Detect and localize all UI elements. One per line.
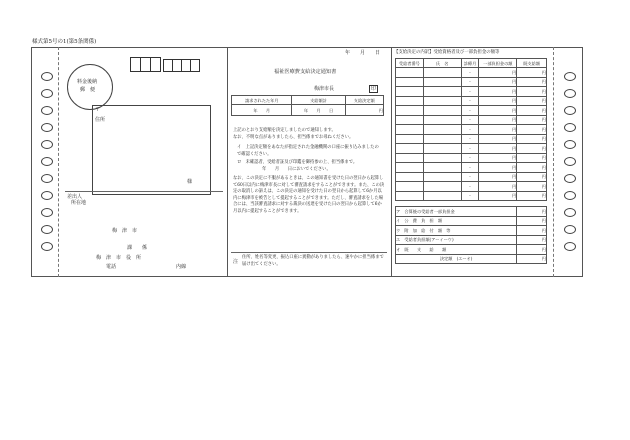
total-unit: 円 [517,216,547,226]
breakdown-row [396,144,547,154]
yen-unit: 円 [517,125,547,135]
total-row [396,245,547,255]
yen-unit: 円 [479,144,517,154]
totals-table [395,206,547,264]
breakdown-row [396,115,547,125]
total-unit: 円 [517,207,547,217]
value-cell: 年 月 [232,105,292,116]
breakdown-row [396,191,547,201]
breakdown-row [396,96,547,106]
empty-cell [423,68,461,78]
yen-unit: 円 [479,125,517,135]
city-name: 梅 津 市 [112,228,138,234]
column-header: 診療月 [461,59,479,68]
note-divider [231,252,387,253]
breakdown-row [396,106,547,116]
empty-cell [396,163,424,173]
sender-divider [65,191,223,192]
total-label: エ 受給者負担額(アーイーウ) [396,235,517,245]
note-text: 住所、姓名等変更、振込口座に異動がありましたら、速やかに担当係まで届け出てください。 [242,255,384,267]
notice-title: 福祉医療費支給決定通知書 [274,69,337,75]
month-dash: - [461,96,479,106]
breakdown-row [396,172,547,182]
yen-unit: 円 [517,87,547,97]
empty-cell [423,144,461,154]
empty-cell [396,87,424,97]
yen-unit: 円 [517,106,547,116]
notice-item-ro-date: 年 月 日においでください。 [262,167,331,172]
empty-cell [396,144,424,154]
yen-unit: 円 [517,153,547,163]
month-dash: - [461,87,479,97]
seal-text-bottom: 郵 便 [80,87,96,93]
month-dash: - [461,125,479,135]
empty-cell [396,153,424,163]
total-row [396,207,547,217]
yen-unit: 円 [479,115,517,125]
seal-text-top: 料金後納 [77,79,98,85]
column-header: 一部負担金の額 [479,59,517,68]
total-unit: 円 [517,226,547,236]
yen-unit: 円 [479,106,517,116]
postal-code-box [190,59,200,72]
empty-cell [396,172,424,182]
yen-unit: 円 [517,96,547,106]
breakdown-row [396,182,547,192]
value-cell: 円 [345,105,383,116]
phone-label: 電話 [106,264,117,270]
month-dash: - [461,106,479,116]
yen-unit: 円 [517,182,547,192]
breakdown-table [395,58,547,201]
empty-cell [396,125,424,135]
yen-unit: 円 [479,153,517,163]
honorific: 様 [187,179,193,185]
total-row [396,254,547,264]
empty-cell [423,172,461,182]
empty-cell [423,106,461,116]
total-row [396,235,547,245]
empty-cell [396,68,424,78]
breakdown-row [396,77,547,87]
notice-item-i: イ 上記決定額をあなたが指定された金融機関の口座に振り込みましたので確認ください。 [237,145,379,157]
address-label: 住所 [95,117,106,123]
breakdown-title: 【支給決定の内訳】受給資格者及び一部負担金の額等 [394,50,500,55]
column-header: 氏 名 [423,59,461,68]
yen-unit: 円 [479,191,517,201]
total-unit: 円 [517,254,547,264]
month-dash: - [461,134,479,144]
notice-item-ro: ロ 未確認者、受給者証及び印鑑を御持参の上、担当係まで。 [237,160,358,165]
empty-cell [423,87,461,97]
sender-office: 梅 津 市 役 所 [96,255,142,261]
breakdown-row [396,87,547,97]
extension-label: 内線 [176,264,187,270]
total-label: ウ 附 加 給 付 額 等 [396,226,517,236]
total-row [396,216,547,226]
empty-cell [396,96,424,106]
mayor-seal: 印 [371,86,377,92]
notice-date: 年 月 日 [345,50,381,56]
form-title: 様式第5号の1(第5条関係) [32,39,97,45]
month-dash: - [461,153,479,163]
yen-unit: 円 [517,172,547,182]
yen-unit: 円 [479,68,517,78]
total-label: 決定額 (エーオ) [396,254,517,264]
column-header: 既支給額 [517,59,547,68]
yen-unit: 円 [479,77,517,87]
yen-unit: 円 [479,163,517,173]
sender-label: 差出人 [67,194,83,200]
empty-cell [396,106,424,116]
empty-cell [423,125,461,135]
month-dash: - [461,115,479,125]
month-dash: - [461,182,479,192]
breakdown-row [396,68,547,78]
empty-cell [423,134,461,144]
yen-unit: 円 [517,115,547,125]
month-dash: - [461,172,479,182]
empty-cell [396,77,424,87]
notice-intro-2: なお、不明な点がありましたら、担当係までお尋ねください。 [233,135,354,140]
yen-unit: 円 [479,172,517,182]
total-label: オ 既 支 給 額 [396,245,517,255]
empty-cell [423,191,461,201]
yen-unit: 円 [479,96,517,106]
total-label: イ 公 費 負 担 額 [396,216,517,226]
yen-unit: 円 [479,87,517,97]
empty-cell [423,96,461,106]
empty-cell [396,134,424,144]
postal-mark: 〒 [95,107,101,113]
panel-divider [391,47,392,277]
division-name: 課 係 [127,245,148,251]
empty-cell [396,191,424,201]
total-unit: 円 [517,245,547,255]
month-dash: - [461,163,479,173]
breakdown-row [396,134,547,144]
yen-unit: 円 [479,134,517,144]
month-dash: - [461,77,479,87]
empty-cell [396,182,424,192]
yen-unit: 円 [517,144,547,154]
empty-cell [423,163,461,173]
appeal-notice: なお、この決定に不服があるときは、この通知書を受けた日の翌日から起算して60日以内に梅津市長に対して審査請求をすることができます。また、この決定の取消しの訴えは、この決定の通知を受けた日の翌日から起算して6か月以内に梅津市を被告として提起することができます。ただし、審査請求をした場合には、当該審査請求に対する裁決の送達を受けた日の翌日から起算して6か月以内に提起することができます。 [233,176,385,214]
breakdown-row [396,163,547,173]
total-unit: 円 [517,235,547,245]
panel-divider [227,47,228,277]
mayor-label: 梅津市長 [314,86,335,92]
yen-unit: 円 [517,68,547,78]
perforation-line [58,47,59,277]
header-cell: 請求されたた年月 [232,96,292,105]
empty-cell [423,182,461,192]
month-dash: - [461,144,479,154]
sender-sub: 所在地 [71,200,87,206]
summary-table [231,95,384,116]
column-header: 受給者番号 [396,59,424,68]
empty-cell [423,77,461,87]
note-label: 注 [233,259,239,265]
month-dash: - [461,191,479,201]
breakdown-row [396,153,547,163]
yen-unit: 円 [479,182,517,192]
total-row [396,226,547,236]
empty-cell [423,115,461,125]
empty-cell [423,153,461,163]
yen-unit: 円 [517,77,547,87]
month-dash: - [461,68,479,78]
total-label: ア 合算後の受給者一部負担金 [396,207,517,217]
value-cell: 年 月 日 [292,105,345,116]
header-cell: 支給決定額 [345,96,383,105]
postal-code-box [150,57,161,72]
perforation-line [553,47,554,277]
yen-unit: 円 [517,163,547,173]
header-cell: 支給額計 [292,96,345,105]
address-window [92,105,211,195]
breakdown-row [396,125,547,135]
empty-cell [396,115,424,125]
notice-intro: 上記のとおり支給額を決定しましたので通知します。 [233,128,336,133]
yen-unit: 円 [517,191,547,201]
yen-unit: 円 [517,134,547,144]
